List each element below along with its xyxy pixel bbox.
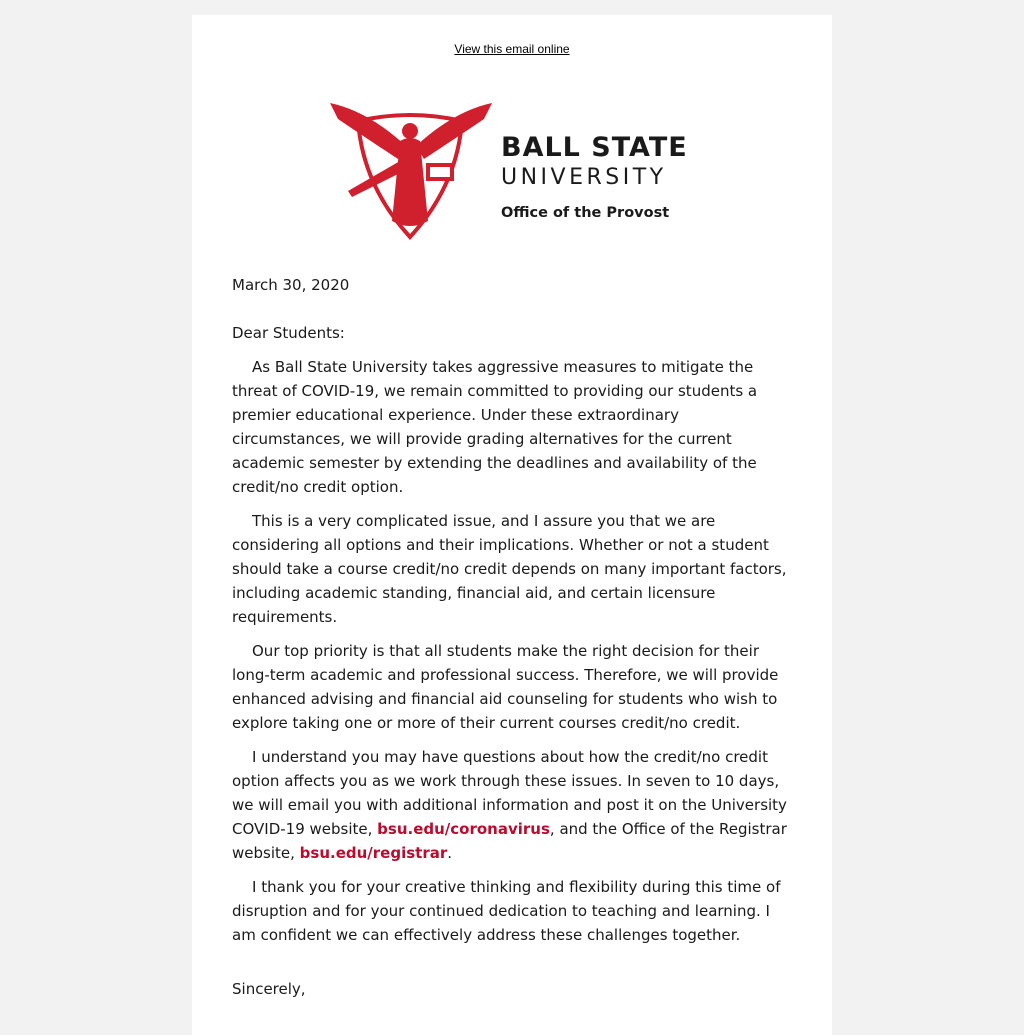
- paragraph-3: Our top priority is that all students make the right decision for their long-term academic and professional success. Therefore, we will provide enhanced advising and financial aid counseling for students who wish to explore taking one or more of their current courses credit/no credit.: [232, 642, 779, 732]
- logo-line1: BALL STATE: [501, 132, 688, 163]
- paragraph-2: This is a very complicated issue, and I assure you that we are considering all options and their implications. Whether or not a student should take a course credit/no credit depends on many important factors, including academic standing, financial aid, and certain licensure requirements.: [232, 512, 787, 626]
- paragraph-4: [232, 745, 790, 865]
- letter-greeting: Dear Students:: [232, 324, 345, 342]
- view-online-link[interactable]: View this email online: [454, 42, 570, 56]
- letter-body: [232, 273, 790, 1011]
- paragraph-1: As Ball State University takes aggressive measures to mitigate the threat of COVID-19, we remain committed to providing our students a premier educational experience. Under these extraordinary circumstances, we will provide grading alternatives for the current academic semester by extending the deadlines and availability of the credit/no credit option.: [232, 358, 758, 496]
- shield-cardinal-icon: [328, 101, 494, 241]
- coronavirus-link[interactable]: bsu.edu/coronavirus: [377, 820, 550, 838]
- ball-state-logo: [328, 101, 698, 241]
- p4-text-a: I understand you may have questions about how the credit/no credit option affects you as we work through these issues. In seven to 10 days, we will email you with additional information and post it on the University COVID-19 website,: [232, 748, 787, 838]
- registrar-link[interactable]: bsu.edu/registrar: [299, 844, 448, 862]
- paragraph-5: I thank you for your creative thinking and flexibility during this time of disruption and for your continued dedication to teaching and learning. I am confident we can effectively address these challenges together.: [232, 878, 781, 944]
- view-online-container: [192, 42, 832, 56]
- p4-text-c: .: [447, 844, 453, 862]
- logo-line3: Office of the Provost: [501, 205, 670, 221]
- p4-text-b: , and the Office of the Registrar website,: [232, 820, 787, 862]
- letter-closing: Sincerely,: [232, 980, 306, 998]
- email-card: [192, 15, 832, 1035]
- letter-date: March 30, 2020: [232, 276, 350, 294]
- logo-line2: UNIVERSITY: [501, 165, 667, 190]
